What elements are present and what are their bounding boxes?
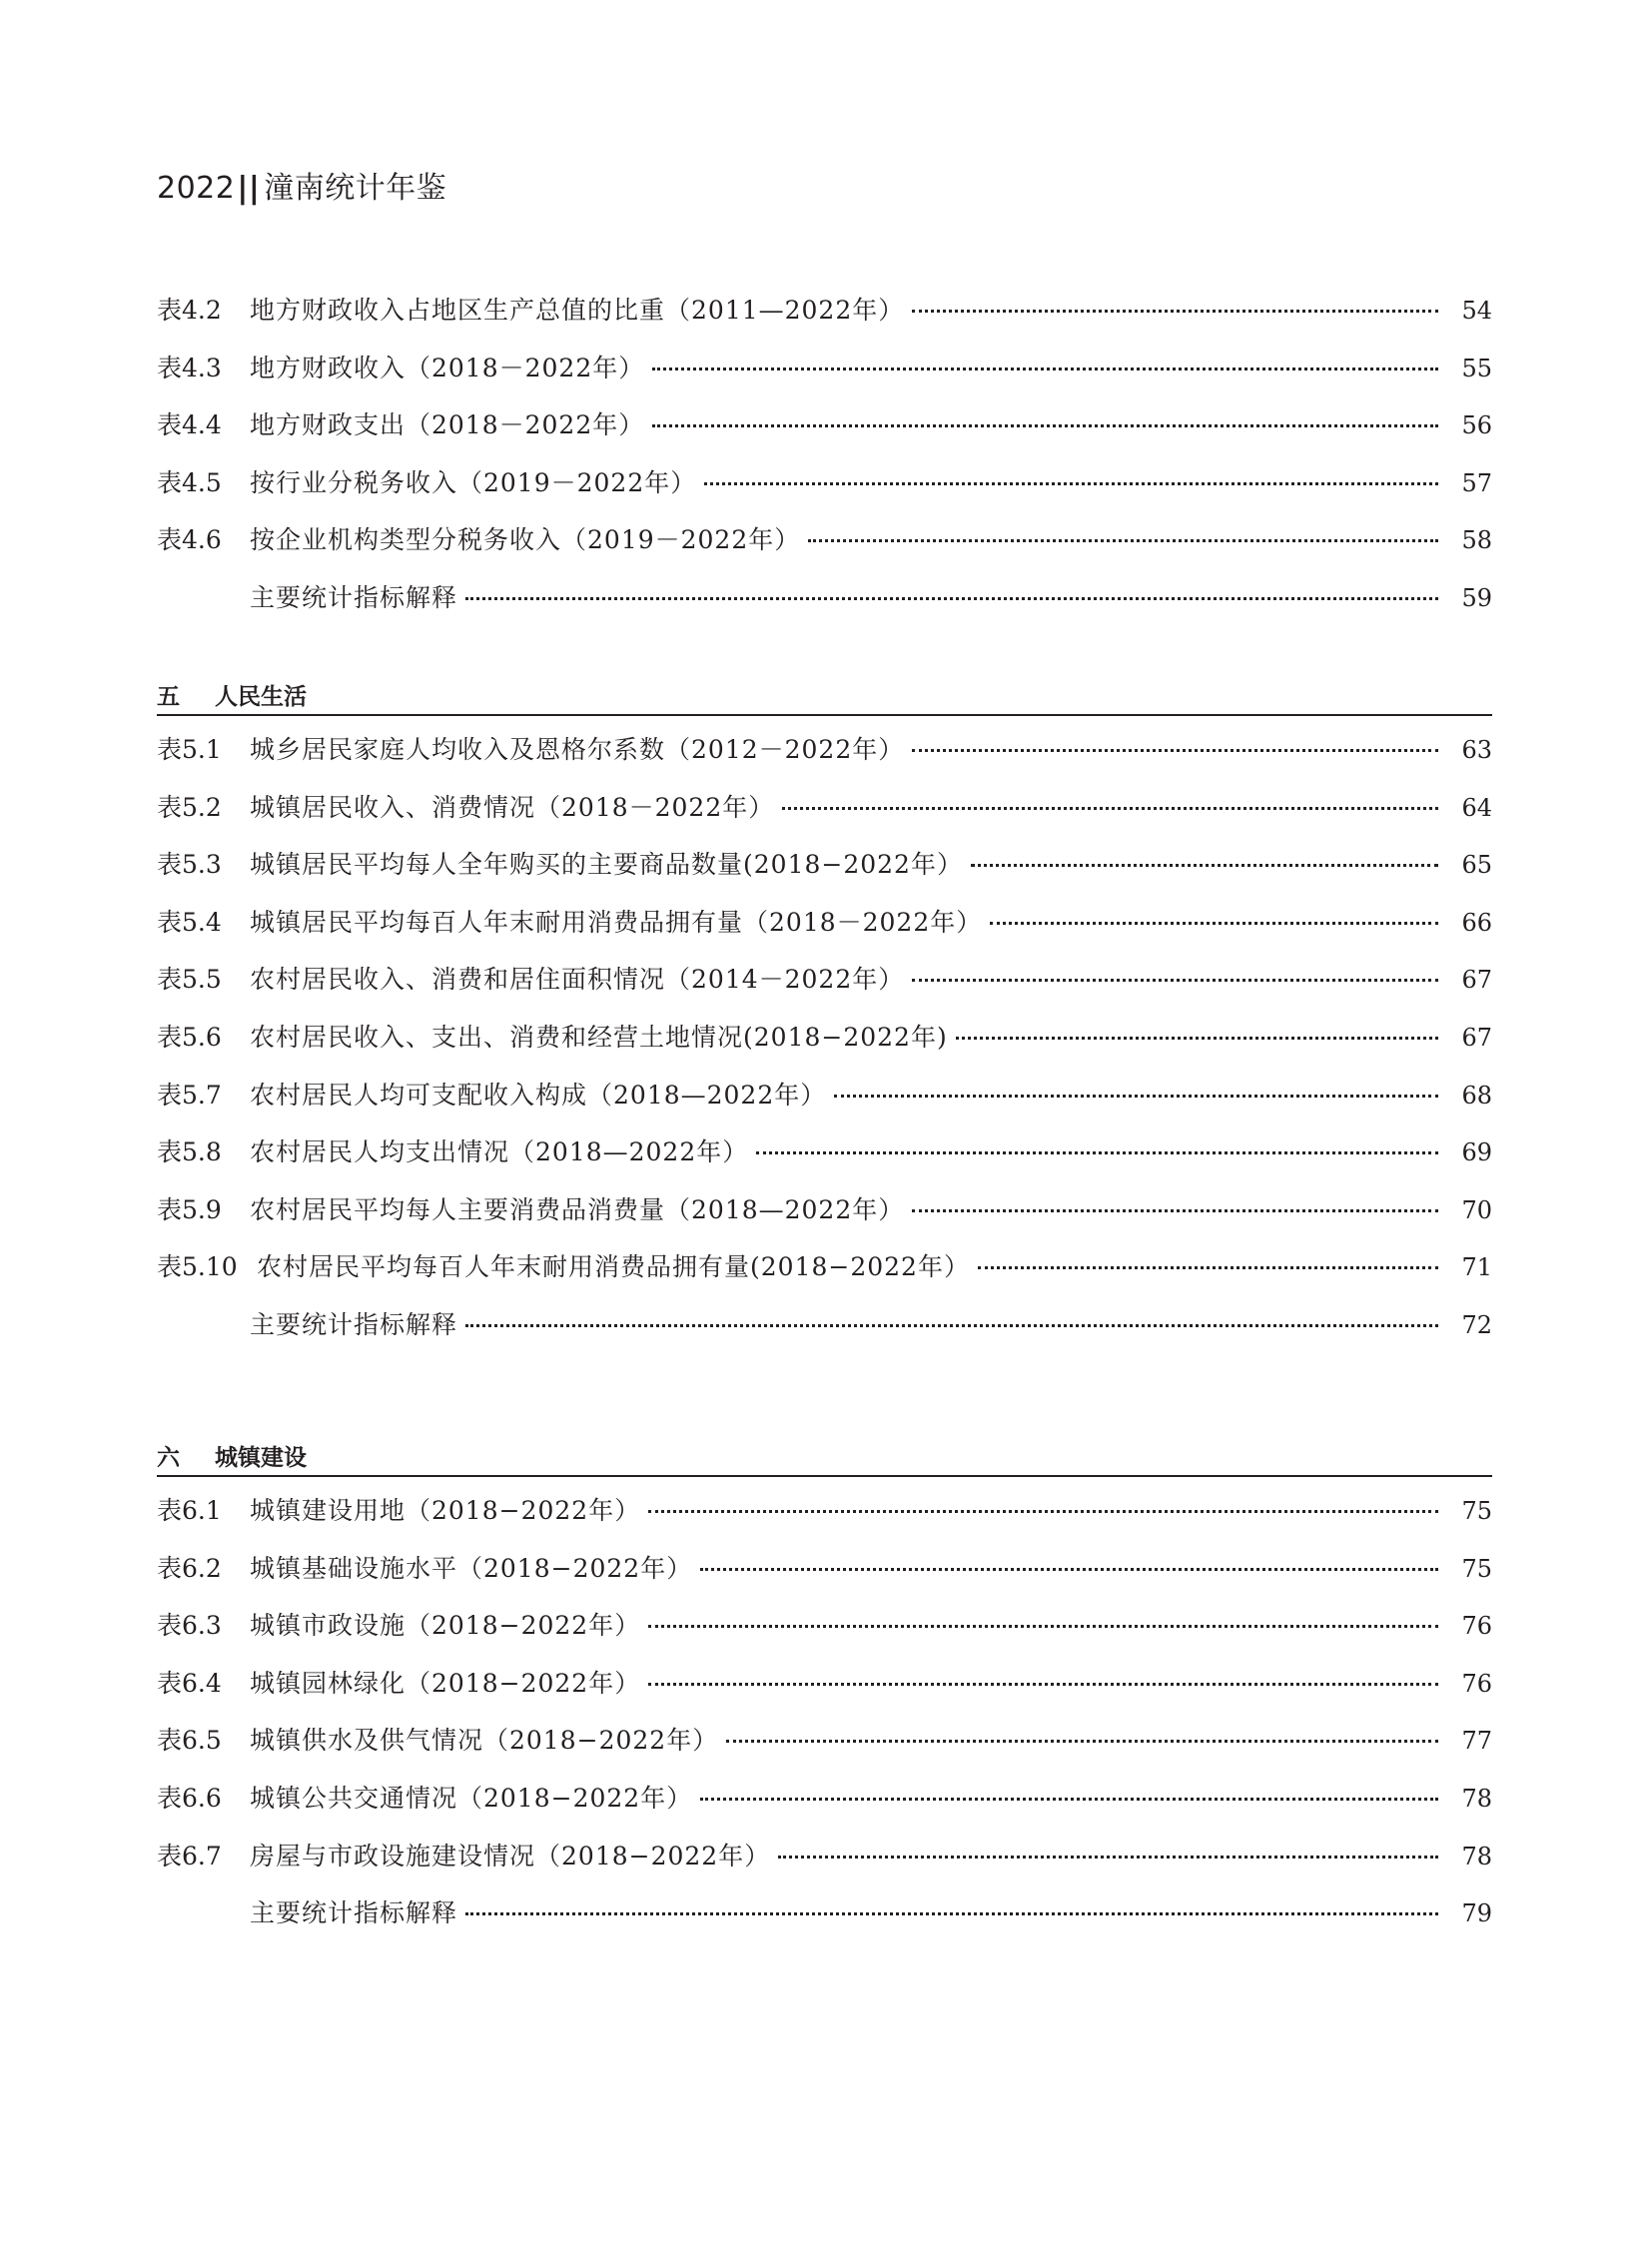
dot-leader — [465, 1324, 1438, 1327]
dot-leader — [652, 424, 1438, 427]
entry-title: 地方财政收入占地区生产总值的比重（2011—2022年） — [250, 296, 905, 325]
toc-entry[interactable] — [157, 1770, 1492, 1828]
entry-label: 表6.3 — [157, 1611, 222, 1641]
header-separator: || — [237, 171, 261, 206]
entry-page-number: 78 — [1461, 1842, 1492, 1870]
entry-title: 地方财政支出（2018－2022年） — [250, 410, 645, 440]
dot-leader — [971, 864, 1438, 867]
section-heading — [157, 1441, 1492, 1477]
entry-page-number: 65 — [1461, 851, 1492, 880]
dot-leader — [978, 1266, 1438, 1269]
toc-entry[interactable] — [157, 721, 1492, 779]
toc-entry[interactable] — [157, 1828, 1492, 1885]
entry-page-number: 77 — [1461, 1727, 1492, 1756]
entry-label: 表4.6 — [157, 525, 222, 555]
entry-title: 农村居民收入、消费和居住面积情况（2014－2022年） — [250, 965, 905, 995]
toc-section-4 — [157, 282, 1492, 627]
entry-title: 农村居民收入、支出、消费和经营土地情况(2018−2022年) — [250, 1022, 948, 1052]
toc-entry-explanations[interactable] — [157, 1884, 1492, 1942]
header-year: 2022 — [157, 171, 236, 206]
entry-title: 主要统计指标解释 — [250, 582, 458, 612]
entry-page-number: 71 — [1461, 1253, 1492, 1282]
dot-leader — [704, 482, 1438, 485]
toc-entry-explanations[interactable] — [157, 569, 1492, 627]
dot-leader — [834, 1095, 1438, 1098]
entry-label: 表5.5 — [157, 965, 222, 995]
entry-label: 表5.7 — [157, 1080, 222, 1110]
entry-title: 城乡居民家庭人均收入及恩格尔系数（2012－2022年） — [250, 735, 905, 764]
toc-entry[interactable] — [157, 779, 1492, 837]
entry-label: 表5.9 — [157, 1194, 222, 1224]
entry-page-number: 59 — [1461, 583, 1492, 612]
toc-entry[interactable] — [157, 1067, 1492, 1124]
entry-title: 农村居民平均每百人年末耐用消费品拥有量(2018−2022年） — [257, 1252, 970, 1282]
dot-leader — [956, 1037, 1438, 1040]
entry-page-number: 72 — [1461, 1310, 1492, 1339]
entry-page-number: 58 — [1461, 526, 1492, 555]
dot-leader — [912, 310, 1438, 313]
entry-page-number: 70 — [1461, 1195, 1492, 1224]
dot-leader — [782, 807, 1438, 810]
entry-title: 主要统计指标解释 — [250, 1309, 458, 1339]
dot-leader — [912, 749, 1438, 752]
entry-label: 表5.2 — [157, 792, 222, 822]
entry-title: 农村居民人均支出情况（2018—2022年） — [250, 1137, 749, 1167]
toc-entry[interactable] — [157, 1238, 1492, 1296]
entry-label: 表6.6 — [157, 1783, 222, 1813]
dot-leader — [912, 1209, 1438, 1212]
entry-page-number: 67 — [1461, 1023, 1492, 1052]
toc-entry[interactable] — [157, 1181, 1492, 1239]
dot-leader — [700, 1798, 1438, 1801]
entry-page-number: 75 — [1461, 1497, 1492, 1525]
dot-leader — [912, 979, 1438, 982]
toc-entry[interactable] — [157, 1597, 1492, 1655]
dot-leader — [990, 922, 1438, 925]
dot-leader — [700, 1568, 1438, 1571]
entry-page-number: 56 — [1461, 411, 1492, 440]
toc-entry-explanations[interactable] — [157, 1296, 1492, 1354]
entry-label: 表4.3 — [157, 353, 222, 382]
entry-title: 农村居民平均每人主要消费品消费量（2018—2022年） — [250, 1194, 905, 1224]
toc-entry[interactable] — [157, 340, 1492, 397]
dot-leader — [648, 1683, 1438, 1686]
entry-page-number: 69 — [1461, 1138, 1492, 1167]
dot-leader — [808, 539, 1438, 542]
entry-label: 表5.1 — [157, 735, 222, 764]
entry-title: 农村居民人均可支配收入构成（2018—2022年） — [250, 1080, 827, 1110]
toc-list — [157, 282, 1492, 627]
entry-title: 地方财政收入（2018－2022年） — [250, 353, 645, 382]
running-head — [157, 163, 446, 207]
toc-section-6 — [157, 1441, 1492, 1942]
toc-entry[interactable] — [157, 1123, 1492, 1181]
toc-list — [157, 1482, 1492, 1942]
toc-entry[interactable] — [157, 454, 1492, 512]
entry-label: 表4.4 — [157, 410, 222, 440]
entry-label: 表5.6 — [157, 1022, 222, 1052]
entry-title: 房屋与市政设施建设情况（2018−2022年） — [250, 1841, 771, 1870]
toc-list — [157, 721, 1492, 1354]
entry-label: 表6.2 — [157, 1553, 222, 1583]
toc-entry[interactable] — [157, 1009, 1492, 1067]
toc-entry[interactable] — [157, 894, 1492, 952]
dot-leader — [756, 1151, 1438, 1154]
entry-page-number: 64 — [1461, 793, 1492, 822]
entry-title: 主要统计指标解释 — [250, 1898, 458, 1928]
section-number: 五 — [157, 684, 180, 710]
entry-page-number: 66 — [1461, 908, 1492, 937]
entry-title: 按行业分税务收入（2019－2022年） — [250, 467, 697, 497]
toc-section-5 — [157, 680, 1492, 1354]
entry-label: 表6.4 — [157, 1668, 222, 1698]
entry-page-number: 54 — [1461, 297, 1492, 325]
entry-label: 表5.4 — [157, 907, 222, 937]
section-number: 六 — [157, 1445, 180, 1471]
toc-entry[interactable] — [157, 1482, 1492, 1540]
section-heading — [157, 680, 1492, 716]
entry-label: 表5.3 — [157, 850, 222, 880]
toc-entry[interactable] — [157, 951, 1492, 1009]
dot-leader — [648, 1625, 1438, 1628]
section-title: 人民生活 — [215, 684, 307, 710]
entry-title: 城镇园林绿化（2018−2022年） — [250, 1668, 641, 1698]
dot-leader — [778, 1856, 1438, 1859]
entry-page-number: 79 — [1461, 1899, 1492, 1928]
entry-page-number: 55 — [1461, 354, 1492, 382]
dot-leader — [465, 597, 1438, 600]
entry-title: 城镇公共交通情况（2018−2022年） — [250, 1783, 693, 1813]
entry-label: 表4.5 — [157, 467, 222, 497]
entry-title: 城镇基础设施水平（2018−2022年） — [250, 1553, 693, 1583]
dot-leader — [652, 368, 1438, 371]
entry-label: 表4.2 — [157, 296, 222, 325]
entry-title: 城镇供水及供气情况（2018−2022年） — [250, 1726, 719, 1756]
entry-title: 城镇居民平均每人全年购买的主要商品数量(2018−2022年） — [250, 850, 963, 880]
entry-label: 表5.10 — [157, 1252, 238, 1282]
entry-title: 城镇居民平均每百人年末耐用消费品拥有量（2018－2022年） — [250, 907, 983, 937]
entry-page-number: 76 — [1461, 1612, 1492, 1641]
header-book-title: 潼南统计年鉴 — [264, 171, 447, 206]
entry-page-number: 75 — [1461, 1554, 1492, 1583]
entry-title: 按企业机构类型分税务收入（2019－2022年） — [250, 525, 801, 555]
toc-entry[interactable] — [157, 511, 1492, 569]
entry-title: 城镇市政设施（2018−2022年） — [250, 1611, 641, 1641]
entry-label: 表6.5 — [157, 1726, 222, 1756]
entry-page-number: 63 — [1461, 736, 1492, 764]
entry-page-number: 57 — [1461, 468, 1492, 497]
dot-leader — [726, 1740, 1438, 1743]
toc-entry[interactable] — [157, 396, 1492, 454]
entry-page-number: 76 — [1461, 1669, 1492, 1698]
dot-leader — [465, 1912, 1438, 1915]
dot-leader — [648, 1510, 1438, 1513]
toc-entry[interactable] — [157, 1655, 1492, 1713]
entry-title: 城镇建设用地（2018−2022年） — [250, 1496, 641, 1525]
entry-page-number: 67 — [1461, 966, 1492, 995]
entry-title: 城镇居民收入、消费情况（2018－2022年） — [250, 792, 775, 822]
toc-entry[interactable] — [157, 282, 1492, 340]
entry-label: 表5.8 — [157, 1137, 222, 1167]
section-title: 城镇建设 — [215, 1445, 307, 1471]
toc-entry[interactable] — [157, 836, 1492, 894]
entry-page-number: 68 — [1461, 1081, 1492, 1110]
entry-label: 表6.1 — [157, 1496, 222, 1525]
toc-entry[interactable] — [157, 1540, 1492, 1598]
entry-page-number: 78 — [1461, 1784, 1492, 1813]
toc-entry[interactable] — [157, 1712, 1492, 1770]
entry-label: 表6.7 — [157, 1841, 222, 1870]
